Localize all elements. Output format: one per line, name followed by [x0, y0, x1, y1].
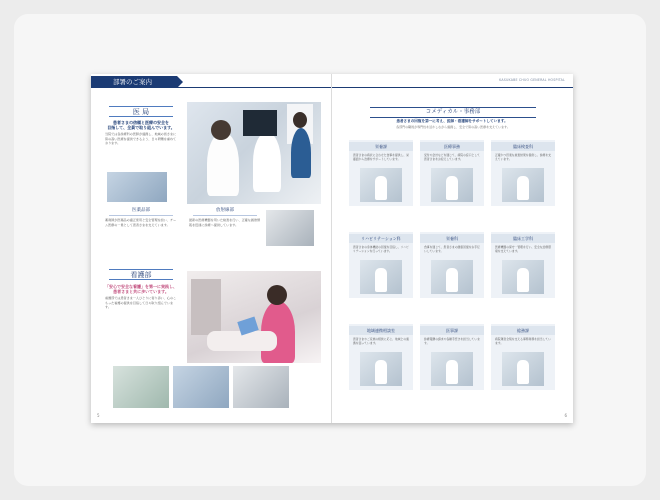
doctor-main-photo: [187, 102, 321, 204]
dept-card-title: 栄養課: [349, 142, 413, 151]
dept-card: [420, 140, 484, 206]
dept-card: [491, 232, 555, 298]
medical-body: 当院では各診療科の医師が連携し、地域の皆さまに質の高い医療を提供できるよう、日々研鑽を重ねております。: [105, 132, 177, 146]
dept-card-desc: 正確かつ迅速な検査結果を提供し、診療を支えています。: [495, 153, 551, 162]
nurse-main-photo: [187, 271, 321, 363]
dept-card: [491, 140, 555, 206]
dept-card-photo: [502, 260, 544, 294]
dept-card-title: 医事課: [420, 326, 484, 335]
dept-card: [491, 324, 555, 390]
panel-lead: 患者さまの回復を第一に考え、医師・看護師をサポートしています。: [396, 119, 508, 123]
radiology-body: 最新の医療機器を用いた検査を行い、正確な画像情報を迅速に診療へ提供しています。: [189, 218, 261, 227]
dept-card: [420, 232, 484, 298]
medical-title: 医 局: [109, 106, 173, 117]
dept-card-title: 医療事務: [420, 142, 484, 151]
dept-card-photo: [360, 168, 402, 202]
dept-card: [349, 140, 413, 206]
page-number-left: 5: [97, 413, 100, 418]
dept-card: [420, 324, 484, 390]
section-tab: 部署のご案内: [91, 76, 177, 88]
medical-team-photo: [107, 172, 167, 202]
dept-card-photo: [431, 260, 473, 294]
dept-card-title: 臨床検査科: [491, 142, 555, 151]
panel-title: コメディカル・事務部: [370, 107, 536, 118]
dept-card-title: リハビリテーション科: [349, 234, 413, 243]
dept-card-photo: [360, 260, 402, 294]
dept-card-title: 総務課: [491, 326, 555, 335]
nursing-photo-3: [233, 366, 289, 408]
dept-card-desc: 医療機器の保守・管理を行い、安全な治療環境を支えています。: [495, 245, 551, 254]
dept-card-title: 栄養科: [420, 234, 484, 243]
pharmacy-title: 医薬品部: [109, 207, 173, 216]
dept-card-desc: 患者さまの身体機能の回復を目指し、リハビリテーションを行っています。: [353, 245, 409, 254]
panel-intro: 各部門の職員が専門性を活かしながら連携し、安全で質の高い医療を支えています。: [396, 125, 510, 129]
pharmacy-body: 薬剤師が医薬品の適正使用と安全管理を担い、チーム医療の一員として患者さまを支えています。: [105, 218, 177, 227]
dept-card-photo: [360, 352, 402, 386]
dept-card-desc: 患者さまの病状に合わせた食事を提供し、栄養面から治療をサポートしています。: [353, 153, 409, 162]
dept-card-photo: [431, 168, 473, 202]
dept-card-title: 臨床工学科: [491, 234, 555, 243]
nursing-lead: 「安心で安全な看護」を第一に実践し、 患者さまと共に歩いています。: [105, 284, 177, 295]
dept-card-photo: [502, 352, 544, 386]
nursing-photo-2: [173, 366, 229, 408]
dept-card-desc: 診療報酬の請求や各種手続きを担当しています。: [424, 337, 480, 346]
nursing-photo-1: [113, 366, 169, 408]
dept-card-desc: 病院運営全般を支える事務業務を担当しています。: [495, 337, 551, 346]
radiology-title: 放射線部: [193, 207, 257, 216]
dept-card-desc: 受付や会計などを通じて、病院の窓口として患者さまをお迎えしています。: [424, 153, 480, 162]
nursing-body: 看護部では患者さま一人ひとりに寄り添い、心のこもった看護の提供を目指して日々取り組んでいます。: [105, 296, 177, 310]
dept-card-title: 地域連携相談室: [349, 326, 413, 335]
page-number-right: 6: [564, 413, 567, 418]
dept-card: [349, 232, 413, 298]
left-page: [91, 74, 332, 423]
nursing-title: 看護部: [109, 269, 173, 280]
dept-card-photo: [502, 168, 544, 202]
dept-card-desc: 食事を通じて、患者さまの健康回復をお手伝いしています。: [424, 245, 480, 254]
dept-card-photo: [431, 352, 473, 386]
brochure-spread: [91, 74, 573, 423]
dept-card-desc: 患者さまやご家族の相談に応じ、地域との連携を図っています。: [353, 337, 409, 346]
hospital-name: KASUKABE CHUO GENERAL HOSPITAL: [499, 78, 565, 82]
right-page: [332, 74, 573, 423]
medical-lead: 患者さまの信頼と医療の安全を 目指して、全員で取り組んでいます。: [107, 120, 175, 131]
radiology-photo: [266, 210, 314, 246]
dept-card: [349, 324, 413, 390]
